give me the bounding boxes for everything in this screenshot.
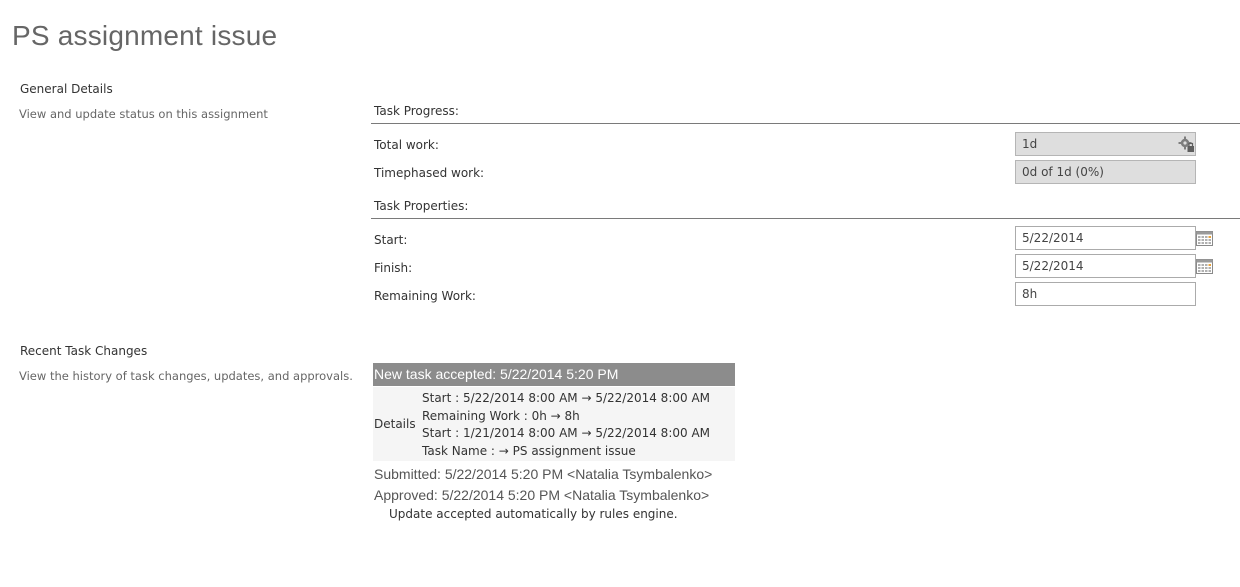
detail-line: Start : 1/21/2014 8:00 AM → 5/22/2014 8:00 AM bbox=[422, 426, 711, 440]
remaining-work-label: Remaining Work: bbox=[374, 289, 476, 303]
general-details-description: View and update status on this assignment bbox=[19, 107, 268, 121]
task-progress-header-label: Task Progress: bbox=[374, 104, 459, 118]
recent-changes-description: View the history of task changes, updates, and approvals. bbox=[19, 369, 353, 383]
approved-line: Approved: 5/22/2014 5:20 PM <Natalia Tsymbalenko> bbox=[374, 487, 710, 503]
start-label: Start: bbox=[374, 233, 408, 247]
page-title: PS assignment issue bbox=[12, 20, 278, 51]
timephased-work-value: 0d of 1d (0%) bbox=[1022, 165, 1104, 179]
detail-line: Remaining Work : 0h → 8h bbox=[422, 409, 580, 423]
auto-accept-note: Update accepted automatically by rules engine. bbox=[389, 507, 678, 521]
remaining-work-value: 8h bbox=[1022, 287, 1038, 301]
recent-changes-title: Recent Task Changes bbox=[20, 344, 148, 358]
finish-input[interactable] bbox=[1015, 254, 1196, 278]
gear-lock-icon[interactable] bbox=[1178, 136, 1195, 153]
details-label: Details bbox=[374, 417, 416, 431]
start-calendar-icon[interactable] bbox=[1196, 230, 1213, 246]
start-value: 5/22/2014 bbox=[1022, 231, 1084, 245]
detail-line: Task Name : → PS assignment issue bbox=[422, 444, 636, 458]
timephased-work-label: Timephased work: bbox=[374, 166, 485, 180]
detail-line: Start : 5/22/2014 8:00 AM → 5/22/2014 8:00 AM bbox=[422, 391, 711, 405]
start-input[interactable] bbox=[1015, 226, 1196, 250]
finish-label: Finish: bbox=[374, 261, 413, 275]
timephased-work-field bbox=[1015, 160, 1196, 184]
task-properties-header bbox=[371, 197, 1240, 219]
total-work-value: 1d bbox=[1022, 137, 1038, 151]
remaining-work-input[interactable] bbox=[1015, 282, 1196, 306]
total-work-label: Total work: bbox=[374, 138, 439, 152]
finish-value: 5/22/2014 bbox=[1022, 259, 1084, 273]
change-header: New task accepted: 5/22/2014 5:20 PM bbox=[373, 363, 735, 386]
submitted-line: Submitted: 5/22/2014 5:20 PM <Natalia Tsymbalenko> bbox=[374, 466, 713, 482]
task-progress-header bbox=[371, 102, 1240, 124]
finish-calendar-icon[interactable] bbox=[1196, 258, 1213, 274]
general-details-title: General Details bbox=[20, 82, 113, 96]
total-work-field bbox=[1015, 132, 1196, 156]
task-properties-header-label: Task Properties: bbox=[374, 199, 469, 213]
